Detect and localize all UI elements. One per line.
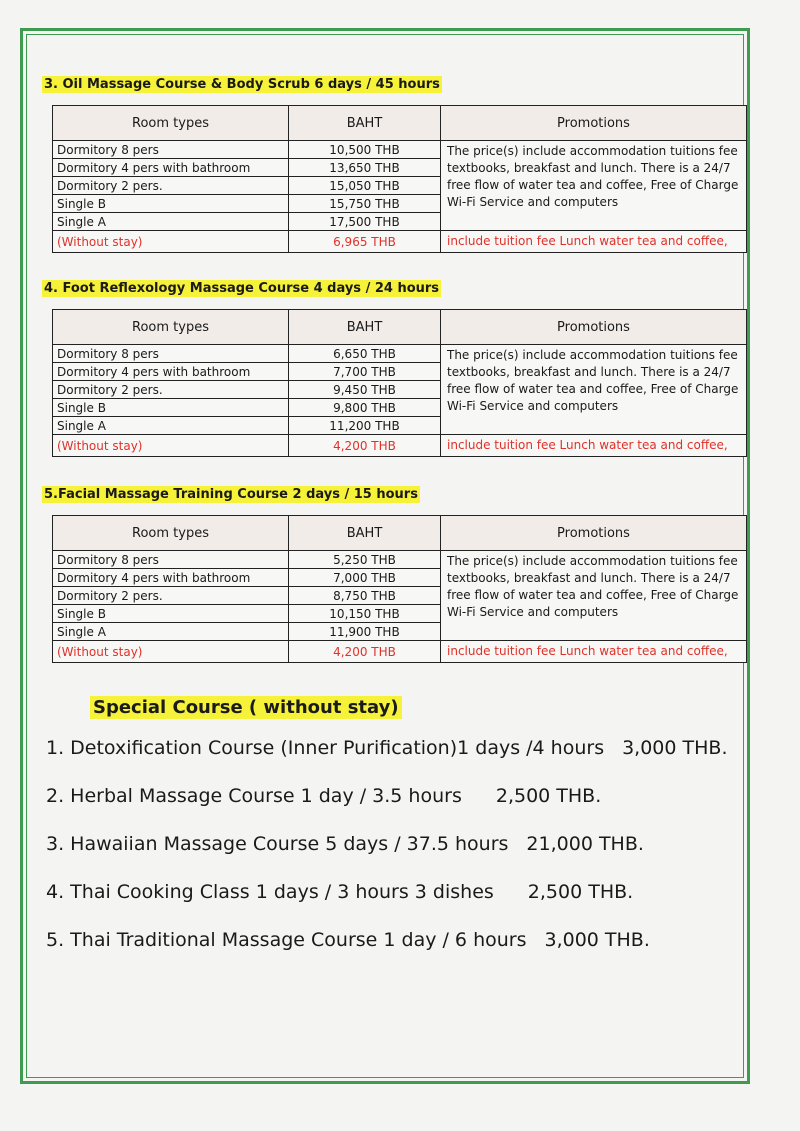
header-promotions: Promotions [441, 106, 747, 141]
price-cell: 15,750 THB [289, 195, 441, 213]
special-course-text: 5. Thai Traditional Massage Course 1 day / 6 hours [46, 929, 527, 951]
price-cell: 11,900 THB [289, 623, 441, 641]
special-course-price: 2,500 THB. [495, 785, 602, 807]
room-type-cell: (Without stay) [53, 435, 289, 457]
special-course-list [46, 734, 728, 974]
list-item [46, 782, 728, 830]
room-type-cell: Dormitory 4 pers with bathroom [53, 363, 289, 381]
section-title-facial-massage: 5.Facial Massage Training Course 2 days / 15 hours [44, 487, 418, 502]
table-header-row [53, 106, 747, 141]
special-course-text: 2. Herbal Massage Course 1 day / 3.5 hours [46, 785, 462, 807]
header-promotions: Promotions [441, 516, 747, 551]
header-room-types: Room types [53, 516, 289, 551]
room-type-cell: Dormitory 8 pers [53, 551, 289, 569]
section-title-foot-reflexology: 4. Foot Reflexology Massage Course 4 days / 24 hours [44, 281, 440, 296]
special-course-text: 4. Thai Cooking Class 1 days / 3 hours 3 dishes [46, 881, 494, 903]
room-type-cell: Dormitory 4 pers with bathroom [53, 159, 289, 177]
without-stay-row [53, 231, 747, 253]
without-stay-row [53, 435, 747, 457]
section-title-oil-massage: 3. Oil Massage Course & Body Scrub 6 days / 45 hours [44, 77, 440, 92]
price-cell: 7,000 THB [289, 569, 441, 587]
promotion-cell: include tuition fee Lunch water tea and coffee, [441, 641, 747, 663]
price-cell: 8,750 THB [289, 587, 441, 605]
room-type-cell: Single A [53, 417, 289, 435]
price-cell: 10,500 THB [289, 141, 441, 159]
header-room-types: Room types [53, 106, 289, 141]
promotion-cell: include tuition fee Lunch water tea and coffee, [441, 435, 747, 457]
special-course-title: Special Course ( without stay) [90, 696, 402, 719]
price-cell: 15,050 THB [289, 177, 441, 195]
room-type-cell: Dormitory 4 pers with bathroom [53, 569, 289, 587]
price-cell: 9,450 THB [289, 381, 441, 399]
price-cell: 4,200 THB [289, 641, 441, 663]
table-header-row [53, 516, 747, 551]
special-course-price: 3,000 THB. [622, 737, 728, 759]
room-type-cell: (Without stay) [53, 231, 289, 253]
price-cell: 13,650 THB [289, 159, 441, 177]
rates-table-foot-reflexology [52, 309, 747, 457]
header-baht: BAHT [289, 516, 441, 551]
price-cell: 17,500 THB [289, 213, 441, 231]
promotion-cell: The price(s) include accommodation tuitions fee textbooks, breakfast and lunch. There is a 24/7 free flow of water tea and coffee, Free of Charge Wi-Fi Service and computers [441, 345, 747, 435]
promotion-cell: The price(s) include accommodation tuitions fee textbooks, breakfast and lunch. There is a 24/7 free flow of water tea and coffee, Free of Charge Wi-Fi Service and computers [441, 551, 747, 641]
price-cell: 10,150 THB [289, 605, 441, 623]
price-cell: 6,965 THB [289, 231, 441, 253]
rates-table-facial-massage [52, 515, 747, 663]
room-type-cell: (Without stay) [53, 641, 289, 663]
room-type-cell: Dormitory 2 pers. [53, 587, 289, 605]
price-cell: 4,200 THB [289, 435, 441, 457]
promotion-cell: include tuition fee Lunch water tea and coffee, [441, 231, 747, 253]
room-type-cell: Single A [53, 623, 289, 641]
price-cell: 9,800 THB [289, 399, 441, 417]
header-room-types: Room types [53, 310, 289, 345]
without-stay-row [53, 641, 747, 663]
special-course-price: 2,500 THB. [527, 881, 634, 903]
room-type-cell: Dormitory 8 pers [53, 345, 289, 363]
promotion-cell: The price(s) include accommodation tuitions fee textbooks, breakfast and lunch. There is a 24/7 free flow of water tea and coffee, Free of Charge Wi-Fi Service and computers [441, 141, 747, 231]
room-type-cell: Single B [53, 195, 289, 213]
room-type-cell: Single A [53, 213, 289, 231]
price-cell: 11,200 THB [289, 417, 441, 435]
rates-table-oil-massage [52, 105, 747, 253]
list-item [46, 830, 728, 878]
special-course-price: 3,000 THB. [544, 929, 650, 951]
list-item [46, 878, 728, 926]
table-header-row [53, 310, 747, 345]
table-row [53, 345, 747, 363]
header-promotions: Promotions [441, 310, 747, 345]
special-course-text: 1. Detoxification Course (Inner Purification)1 days /4 hours [46, 737, 605, 759]
table-row [53, 141, 747, 159]
price-cell: 6,650 THB [289, 345, 441, 363]
special-course-price: 21,000 THB. [526, 833, 644, 855]
header-baht: BAHT [289, 106, 441, 141]
room-type-cell: Dormitory 2 pers. [53, 177, 289, 195]
room-type-cell: Dormitory 8 pers [53, 141, 289, 159]
list-item [46, 734, 728, 782]
room-type-cell: Dormitory 2 pers. [53, 381, 289, 399]
header-baht: BAHT [289, 310, 441, 345]
table-row [53, 551, 747, 569]
list-item [46, 926, 728, 974]
price-cell: 7,700 THB [289, 363, 441, 381]
room-type-cell: Single B [53, 605, 289, 623]
price-cell: 5,250 THB [289, 551, 441, 569]
special-course-text: 3. Hawaiian Massage Course 5 days / 37.5 hours [46, 833, 509, 855]
room-type-cell: Single B [53, 399, 289, 417]
